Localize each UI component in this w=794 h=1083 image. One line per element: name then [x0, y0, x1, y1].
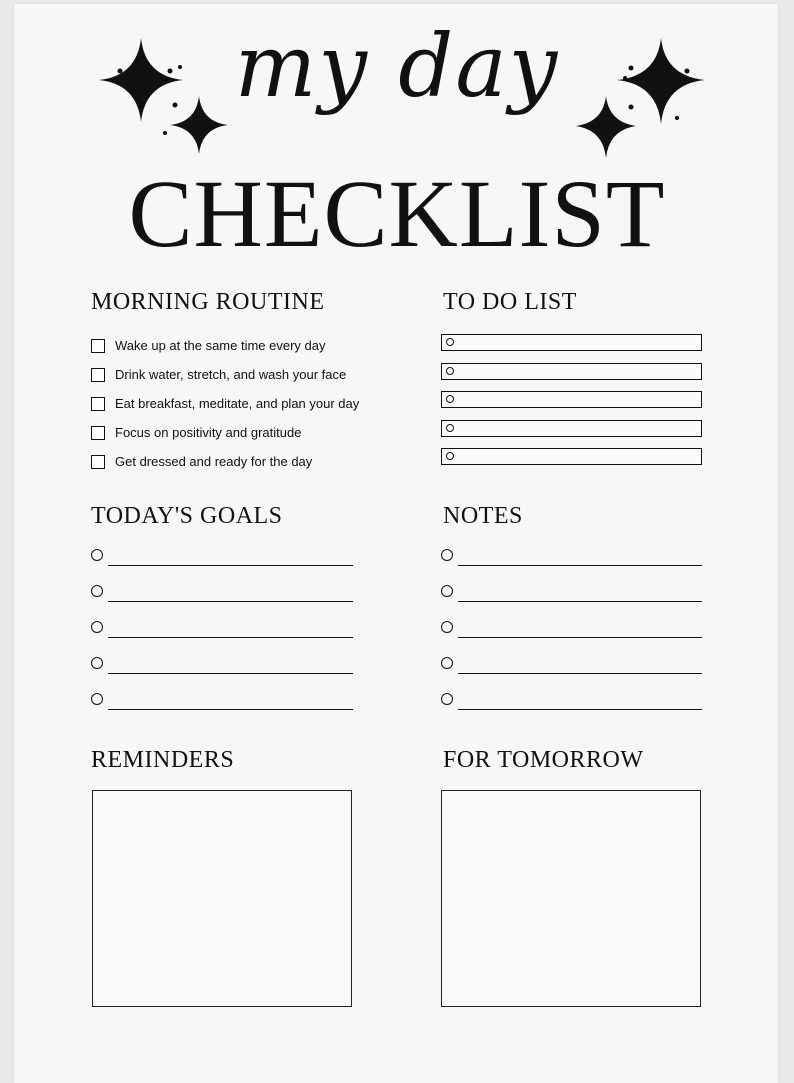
goal-line[interactable] [91, 611, 353, 647]
note-line[interactable] [441, 611, 702, 647]
write-line [108, 601, 353, 602]
tomorrow-heading: FOR TOMORROW [443, 747, 644, 773]
circle-bullet-icon[interactable] [441, 549, 453, 561]
goals-heading: TODAY'S GOALS [91, 503, 283, 529]
checkbox-icon[interactable] [91, 397, 105, 411]
todo-field[interactable] [441, 363, 702, 380]
note-line[interactable] [441, 575, 702, 611]
circle-bullet-icon[interactable] [446, 424, 454, 432]
reminders-heading: REMINDERS [91, 747, 235, 773]
routine-item [91, 389, 359, 418]
notes-list [441, 539, 702, 719]
note-line[interactable] [441, 647, 702, 683]
checkbox-icon[interactable] [91, 339, 105, 353]
note-line[interactable] [441, 539, 702, 575]
checkbox-icon[interactable] [91, 455, 105, 469]
write-line [458, 601, 702, 602]
routine-item-label: Get dressed and ready for the day [115, 454, 313, 469]
routine-item-label: Focus on positivity and gratitude [115, 425, 302, 440]
circle-bullet-icon[interactable] [446, 452, 454, 460]
script-title: my day [234, 17, 560, 117]
checkbox-icon[interactable] [91, 368, 105, 382]
write-line [458, 565, 702, 566]
circle-bullet-icon[interactable] [441, 585, 453, 597]
circle-bullet-icon[interactable] [91, 549, 103, 561]
notes-heading: NOTES [443, 503, 523, 529]
tomorrow-box[interactable] [441, 790, 701, 1007]
goal-line[interactable] [91, 575, 353, 611]
routine-item [91, 360, 359, 389]
todo-list [441, 334, 702, 477]
goals-list [91, 539, 353, 719]
morning-routine-heading: MORNING ROUTINE [91, 289, 325, 315]
morning-routine-list [91, 331, 359, 476]
circle-bullet-icon[interactable] [91, 693, 103, 705]
write-line [108, 673, 353, 674]
checkbox-icon[interactable] [91, 426, 105, 440]
write-line [108, 637, 353, 638]
routine-item-label: Wake up at the same time every day [115, 338, 326, 353]
circle-bullet-icon[interactable] [446, 367, 454, 375]
circle-bullet-icon[interactable] [441, 693, 453, 705]
routine-item-label: Eat breakfast, meditate, and plan your day [115, 396, 360, 411]
write-line [458, 637, 702, 638]
todo-field[interactable] [441, 420, 702, 437]
circle-bullet-icon[interactable] [446, 395, 454, 403]
goal-line[interactable] [91, 647, 353, 683]
todo-field[interactable] [441, 448, 702, 465]
write-line [458, 709, 702, 710]
write-line [458, 673, 702, 674]
goal-line[interactable] [91, 539, 353, 575]
circle-bullet-icon[interactable] [91, 585, 103, 597]
todo-heading: TO DO LIST [443, 289, 577, 315]
circle-bullet-icon[interactable] [91, 657, 103, 669]
note-line[interactable] [441, 683, 702, 719]
routine-item [91, 331, 359, 360]
routine-item [91, 418, 359, 447]
routine-item [91, 447, 359, 476]
circle-bullet-icon[interactable] [441, 621, 453, 633]
page-title: CHECKLIST [128, 160, 666, 267]
reminders-box[interactable] [92, 790, 352, 1007]
routine-item-label: Drink water, stretch, and wash your face [115, 367, 347, 382]
todo-field[interactable] [441, 391, 702, 408]
goal-line[interactable] [91, 683, 353, 719]
circle-bullet-icon[interactable] [446, 338, 454, 346]
write-line [108, 709, 353, 710]
circle-bullet-icon[interactable] [91, 621, 103, 633]
circle-bullet-icon[interactable] [441, 657, 453, 669]
write-line [108, 565, 353, 566]
todo-field[interactable] [441, 334, 702, 351]
